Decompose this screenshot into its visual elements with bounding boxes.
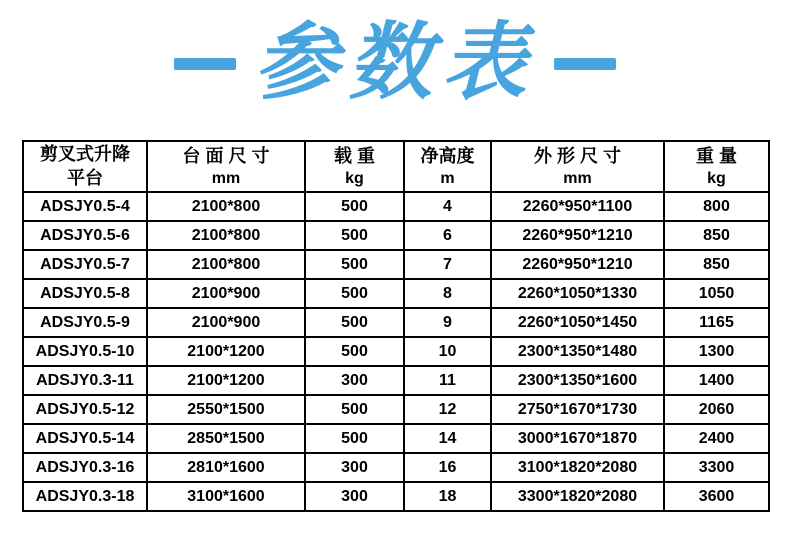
- header-label-line2: 平台: [67, 167, 103, 188]
- cell-weight: 1165: [664, 308, 769, 337]
- cell-net-height: 6: [404, 221, 491, 250]
- cell-platform-size: 2100*1200: [147, 366, 305, 395]
- cell-weight: 850: [664, 250, 769, 279]
- cell-overall-dimensions: 2260*950*1210: [491, 250, 664, 279]
- header-label: 外 形 尺 寸: [533, 146, 621, 167]
- table-row: [23, 250, 769, 279]
- cell-model: ADSJY0.5-9: [23, 308, 147, 337]
- cell-weight: 800: [664, 192, 769, 221]
- header-unit: m: [440, 169, 455, 187]
- cell-model: ADSJY0.3-18: [23, 482, 147, 511]
- table-body: [23, 192, 769, 511]
- cell-net-height: 10: [404, 337, 491, 366]
- cell-platform-size: 3100*1600: [147, 482, 305, 511]
- cell-platform-size: 2100*800: [147, 250, 305, 279]
- header-weight: [664, 141, 769, 192]
- cell-model: ADSJY0.3-16: [23, 453, 147, 482]
- table-row: [23, 453, 769, 482]
- cell-model: ADSJY0.5-4: [23, 192, 147, 221]
- cell-platform-size: 2100*900: [147, 308, 305, 337]
- header-platform-model: [23, 141, 147, 192]
- cell-overall-dimensions: 2300*1350*1480: [491, 337, 664, 366]
- cell-net-height: 4: [404, 192, 491, 221]
- cell-platform-size: 2100*900: [147, 279, 305, 308]
- cell-weight: 850: [664, 221, 769, 250]
- header-unit: mm: [563, 169, 592, 187]
- header-label: 净高度: [420, 146, 475, 167]
- cell-net-height: 8: [404, 279, 491, 308]
- cell-platform-size: 2550*1500: [147, 395, 305, 424]
- cell-net-height: 18: [404, 482, 491, 511]
- cell-load-capacity: 300: [305, 366, 404, 395]
- title-banner: [0, 0, 790, 128]
- header-unit: kg: [707, 169, 726, 187]
- cell-weight: 1050: [664, 279, 769, 308]
- table-row: [23, 308, 769, 337]
- header-net-height: [404, 141, 491, 192]
- cell-net-height: 16: [404, 453, 491, 482]
- table-row: [23, 482, 769, 511]
- cell-overall-dimensions: 3000*1670*1870: [491, 424, 664, 453]
- cell-model: ADSJY0.5-14: [23, 424, 147, 453]
- header-label: 剪叉式升降: [40, 144, 130, 165]
- cell-weight: 3300: [664, 453, 769, 482]
- table-row: [23, 221, 769, 250]
- cell-model: ADSJY0.5-10: [23, 337, 147, 366]
- cell-overall-dimensions: 2260*1050*1330: [491, 279, 664, 308]
- cell-load-capacity: 300: [305, 453, 404, 482]
- table-row: [23, 337, 769, 366]
- cell-load-capacity: 500: [305, 424, 404, 453]
- cell-net-height: 12: [404, 395, 491, 424]
- cell-model: ADSJY0.3-11: [23, 366, 147, 395]
- table-row: [23, 279, 769, 308]
- cell-overall-dimensions: 2750*1670*1730: [491, 395, 664, 424]
- cell-platform-size: 2100*1200: [147, 337, 305, 366]
- cell-net-height: 9: [404, 308, 491, 337]
- cell-load-capacity: 500: [305, 250, 404, 279]
- cell-platform-size: 2100*800: [147, 221, 305, 250]
- cell-overall-dimensions: 2300*1350*1600: [491, 366, 664, 395]
- cell-model: ADSJY0.5-7: [23, 250, 147, 279]
- cell-net-height: 7: [404, 250, 491, 279]
- cell-overall-dimensions: 3300*1820*2080: [491, 482, 664, 511]
- header-overall-dimensions: [491, 141, 664, 192]
- cell-weight: 1300: [664, 337, 769, 366]
- cell-model: ADSJY0.5-8: [23, 279, 147, 308]
- header-label: 重 量: [695, 146, 737, 167]
- cell-load-capacity: 500: [305, 192, 404, 221]
- header-row: [23, 141, 769, 192]
- header-load-capacity: [305, 141, 404, 192]
- table-row: [23, 424, 769, 453]
- cell-overall-dimensions: 2260*1050*1450: [491, 308, 664, 337]
- page-title: 参数表: [253, 12, 536, 111]
- cell-net-height: 14: [404, 424, 491, 453]
- table-row: [23, 366, 769, 395]
- cell-model: ADSJY0.5-12: [23, 395, 147, 424]
- cell-net-height: 11: [404, 366, 491, 395]
- cell-platform-size: 2810*1600: [147, 453, 305, 482]
- parameter-table: [22, 140, 770, 512]
- header-platform-size: [147, 141, 305, 192]
- header-unit: mm: [211, 169, 241, 187]
- cell-load-capacity: 500: [305, 395, 404, 424]
- cell-overall-dimensions: 2260*950*1100: [491, 192, 664, 221]
- cell-platform-size: 2850*1500: [147, 424, 305, 453]
- cell-model: ADSJY0.5-6: [23, 221, 147, 250]
- cell-load-capacity: 500: [305, 279, 404, 308]
- cell-platform-size: 2100*800: [147, 192, 305, 221]
- cell-overall-dimensions: 2260*950*1210: [491, 221, 664, 250]
- cell-weight: 2400: [664, 424, 769, 453]
- title-dash-left: [174, 58, 236, 70]
- title-dash-right: [554, 58, 616, 70]
- cell-load-capacity: 500: [305, 221, 404, 250]
- cell-weight: 3600: [664, 482, 769, 511]
- cell-load-capacity: 500: [305, 308, 404, 337]
- header-unit: kg: [345, 169, 364, 187]
- table-row: [23, 192, 769, 221]
- cell-weight: 2060: [664, 395, 769, 424]
- cell-load-capacity: 300: [305, 482, 404, 511]
- header-label: 台 面 尺 寸: [182, 146, 270, 167]
- cell-overall-dimensions: 3100*1820*2080: [491, 453, 664, 482]
- table-row: [23, 395, 769, 424]
- header-label: 载 重: [333, 146, 375, 167]
- cell-load-capacity: 500: [305, 337, 404, 366]
- table-header: [23, 141, 769, 192]
- cell-weight: 1400: [664, 366, 769, 395]
